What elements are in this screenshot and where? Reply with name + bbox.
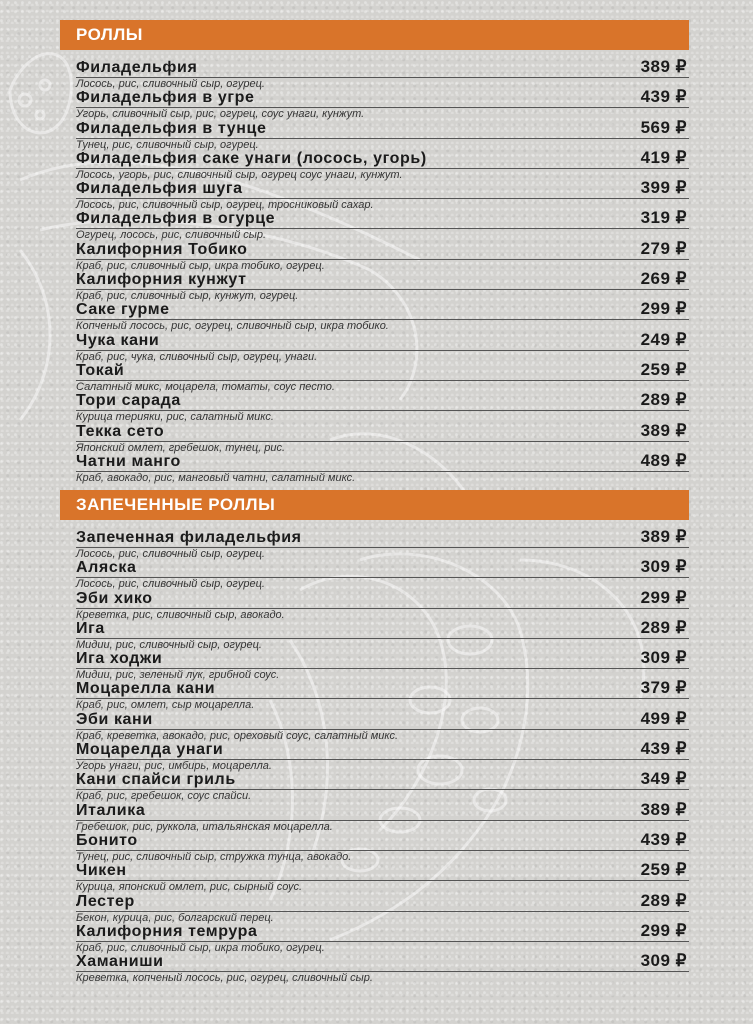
item-description: Копченый лосось, рис, огурец, сливочный сыр, икра тобико. [76,320,389,333]
item-row [76,619,689,639]
item-price: 289 ₽ [640,617,687,637]
menu-item [76,922,689,952]
menu-item [76,452,689,482]
item-name: Филадельфия в огурце [76,210,276,228]
item-row [76,679,689,699]
item-price: 499 ₽ [640,708,687,728]
item-name: Моцарелда унаги [76,741,224,759]
menu-item [76,589,689,619]
menu-item [76,739,689,773]
item-row [76,740,689,760]
menu-item [76,269,689,303]
item-description: Салатный микс, моцарела, томаты, соус песто. [76,380,335,393]
item-price: 269 ₽ [640,269,687,289]
item-row [76,119,689,139]
item-row [76,710,689,730]
item-row [76,88,689,108]
item-row [76,892,689,912]
item-name: Чикен [76,862,127,880]
menu-item [76,769,689,803]
item-description: Тунец, рис, сливочный сыр, стружка тунца, авокадо. [76,850,352,863]
item-row [76,952,689,972]
item-name: Текка сето [76,422,165,440]
item-description: Угорь унаги, рис, имбирь, моцарелла. [76,760,272,773]
item-name: Кани спайси гриль [76,771,236,789]
item-name: Чатни манго [76,452,181,470]
item-row [76,558,689,578]
menu-item [76,528,689,558]
item-price: 439 ₽ [640,87,687,107]
menu-item [76,557,689,591]
item-name: Хаманиши [76,953,164,971]
item-price: 439 ₽ [640,739,687,759]
item-description: Гребешок, рис, руккола, итальянская моцарелла. [76,820,333,833]
menu-item [76,178,689,212]
item-row [76,209,689,229]
item-description: Лосось, рис, сливочный сыр, огурец, тросниковый сахар. [76,199,374,212]
item-name: Филадельфия шуга [76,180,243,198]
menu-item [76,801,689,831]
item-price: 399 ₽ [640,178,687,198]
item-description: Мидии, рис, сливочный сыр, огурец. [76,638,262,651]
item-row [76,270,689,290]
menu-item [76,87,689,121]
item-name: Филадельфия саке унаги (лосось, угорь) [76,149,427,167]
item-name: Эби хико [76,589,153,607]
item-price: 289 ₽ [640,390,687,410]
item-price: 299 ₽ [640,587,687,607]
item-name: Италика [76,801,146,819]
menu-item [76,390,689,424]
menu-item [76,208,689,242]
item-price: 319 ₽ [640,208,687,228]
item-name: Моцарелла кани [76,680,216,698]
item-name: Запеченная филадельфия [76,529,302,546]
item-price: 309 ₽ [640,557,687,577]
menu-item [76,951,689,985]
item-description: Огурец, лосось, рис, сливочный сыр. [76,229,267,242]
item-row [76,240,689,260]
item-price: 259 ₽ [640,860,687,880]
item-description: Курица, японский омлет, рис, сырный соус. [76,881,303,894]
menu-item [76,361,689,391]
section-baked-rolls [60,490,689,985]
menu-list [60,527,689,985]
item-price: 569 ₽ [640,117,687,137]
item-name: Калифорния темрура [76,922,258,940]
menu-item [76,710,689,740]
item-name: Калифорния Тобико [76,240,248,258]
item-price: 389 ₽ [640,57,687,76]
item-description: Краб, рис, сливочный сыр, кунжут, огурец. [76,290,299,303]
item-description: Курица терияки, рис, салатный микс. [76,411,274,424]
item-description: Краб, рис, гребешок, соус спайси. [76,790,252,803]
section-title: ЗАПЕЧЕННЫЕ РОЛЛЫ [60,490,689,520]
item-row [76,649,689,669]
item-name: Филадельфия в угре [76,89,255,107]
item-price: 299 ₽ [640,920,687,940]
item-description: Лосось, рис, сливочный сыр, огурец. [76,78,265,90]
item-row [76,589,689,609]
item-price: 439 ₽ [640,829,687,849]
item-description: Краб, рис, сливочный сыр, икра тобико, огурец. [76,259,325,272]
item-name: Ига [76,619,105,637]
item-price: 289 ₽ [640,890,687,910]
item-name: Токай [76,361,125,379]
item-description: Угорь, сливочный сыр, рис, огурец, соус унаги, кунжут. [76,108,365,121]
item-name: Филадельфия в тунце [76,119,267,137]
item-row [76,361,689,381]
item-row [76,422,689,442]
item-row [76,801,689,821]
menu-item [76,240,689,270]
item-name: Лестер [76,892,135,910]
item-price: 309 ₽ [640,951,687,971]
item-price: 309 ₽ [640,648,687,668]
item-row [76,861,689,881]
menu-item [76,422,689,452]
item-name: Аляска [76,559,137,577]
item-description: Японский омлет, гребешок, тунец, рис. [76,441,286,454]
item-name: Саке гурме [76,301,170,319]
section-title: РОЛЛЫ [60,20,689,50]
item-row [76,452,689,472]
item-name: Тори сарада [76,392,181,410]
menu-item [76,58,689,88]
item-description: Мидии, рис, зеленый лук, грибной соус. [76,669,280,682]
item-name: Филадельфия [76,59,198,76]
item-description: Краб, креветка, авокадо, рис, ореховый соус, салатный микс. [76,729,399,742]
item-row [76,331,689,351]
menu-item [76,119,689,149]
item-price: 419 ₽ [640,147,687,167]
item-name: Ига ходжи [76,650,163,668]
item-description: Креветка, копченый лосось, рис, огурец, сливочный сыр. [76,972,373,985]
item-row [76,149,689,169]
item-description: Краб, авокадо, рис, манговый чатни, салатный микс. [76,471,356,484]
menu-list [60,58,689,482]
section-rolls [60,20,689,482]
menu-item [76,648,689,682]
item-description: Краб, рис, омлет, сыр моцарелла. [76,699,255,712]
item-row [76,300,689,320]
item-row [76,58,689,78]
menu-item [76,892,689,922]
item-row [76,831,689,851]
item-description: Краб, рис, чука, сливочный сыр, огурец, унаги. [76,350,318,363]
item-price: 279 ₽ [640,238,687,258]
menu-item [76,831,689,861]
item-price: 349 ₽ [640,769,687,789]
menu-item [76,331,689,361]
menu-item [76,619,689,649]
item-price: 249 ₽ [640,329,687,349]
item-description: Тунец, рис, сливочный сыр, огурец. [76,138,259,151]
item-description: Лосось, угорь, рис, сливочный сыр, огурец соус унаги, кунжут. [76,168,403,181]
item-price: 259 ₽ [640,359,687,379]
item-row [76,528,689,548]
item-description: Лосось, рис, сливочный сыр, огурец. [76,548,265,560]
item-row [76,922,689,942]
item-description: Бекон, курица, рис, болгарский перец. [76,911,274,924]
item-name: Калифорния кунжут [76,271,247,289]
item-row [76,770,689,790]
item-row [76,179,689,199]
item-name: Чука кани [76,331,160,349]
menu-item [76,860,689,894]
item-name: Эби кани [76,710,153,728]
menu-item [76,678,689,712]
item-description: Креветка, рис, сливочный сыр, авокадо. [76,608,285,621]
item-price: 389 ₽ [640,527,687,546]
item-row [76,391,689,411]
item-price: 389 ₽ [640,799,687,819]
item-price: 299 ₽ [640,299,687,319]
item-description: Краб, рис, сливочный сыр, икра тобико, огурец. [76,941,325,954]
item-price: 489 ₽ [640,450,687,470]
item-price: 389 ₽ [640,420,687,440]
item-name: Бонито [76,831,138,849]
item-price: 379 ₽ [640,678,687,698]
menu-item [76,149,689,179]
item-description: Лосось, рис, сливочный сыр, огурец. [76,578,265,591]
menu-item [76,299,689,333]
